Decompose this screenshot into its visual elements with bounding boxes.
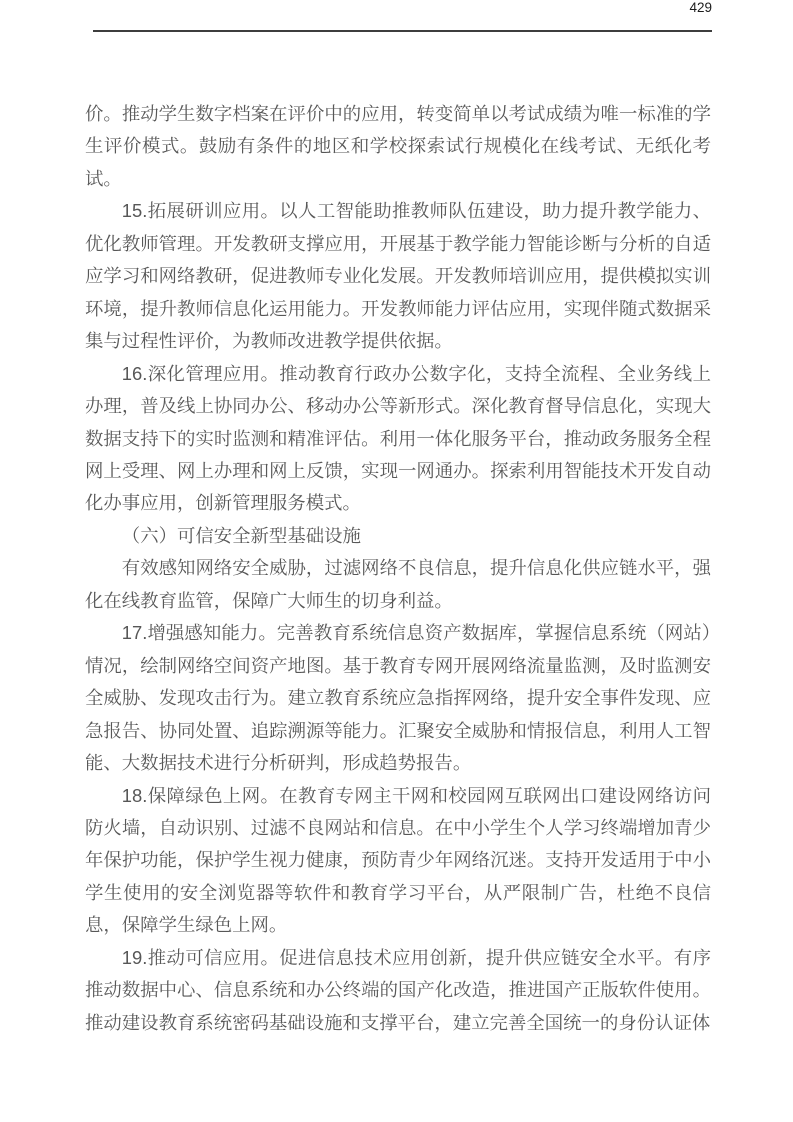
page-number: 429 [689,0,712,15]
paragraph-item-15: 15.拓展研训应用。以人工智能助推教师队伍建设，助力提升教学能力、优化教师管理。开发教研支撑应用，开展基于教学能力智能诊断与分析的自适应学习和网络教研，促进教师专业化发展。开发教师培训应用，提供模拟实训环境，提升教师信息化运用能力。开发教师能力评估应用，实现伴随式数据采集与过程性评价，为教师改进教学提供依据。 [85,200,711,352]
header-rule [93,30,712,32]
paragraph-item-18: 18.保障绿色上网。在教育专网主干网和校园网互联网出口建设网络访问防火墙，自动识别、过滤不良网站和信息。在中小学生个人学习终端增加青少年保护功能，保护学生视力健康，预防青少年网络沉迷。支持开发适用于中小学生使用的安全浏览器等软件和教育学习平台，从严限制广告，杜绝不良信息，保障学生绿色上网。 [85,784,711,936]
document-body [85,98,711,1039]
paragraph-item-16: 16.深化管理应用。推动教育行政办公数字化，支持全流程、全业务线上办理，普及线上协同办公、移动办公等新形式。深化教育督导信息化，实现大数据支持下的实时监测和精准评估。利用一体化服务平台，推动政务服务全程网上受理、网上办理和网上反馈，实现一网通办。探索利用智能技术开发自动化办事应用，创新管理服务模式。 [85,362,711,514]
paragraph-section-intro: 有效感知网络安全威胁，过滤网络不良信息，提升信息化供应链水平，强化在线教育监管，保障广大师生的切身利益。 [85,557,711,611]
paragraph-item-17: 17.增强感知能力。完善教育系统信息资产数据库，掌握信息系统（网站）情况，绘制网络空间资产地图。基于教育专网开展网络流量监测，及时监测安全威胁、发现攻击行为。建立教育系统应急指挥网络，提升安全事件发现、应急报告、协同处置、追踪溯源等能力。汇聚安全威胁和情报信息，利用人工智能、大数据技术进行分析研判，形成趋势报告。 [85,622,711,774]
paragraph-item-19: 19.推动可信应用。促进信息技术应用创新，提升供应链安全水平。有序推动数据中心、信息系统和办公终端的国产化改造，推进国产正版软件使用。推动建设教育系统密码基础设施和支撑平台，建立完善全国统一的身份认证体 [85,946,711,1033]
paragraph-continuation: 价。推动学生数字档案在评价中的应用，转变简单以考试成绩为唯一标准的学生评价模式。鼓励有条件的地区和学校探索试行规模化在线考试、无纸化考试。 [85,103,711,189]
section-heading-six: （六）可信安全新型基础设施 [121,524,361,546]
